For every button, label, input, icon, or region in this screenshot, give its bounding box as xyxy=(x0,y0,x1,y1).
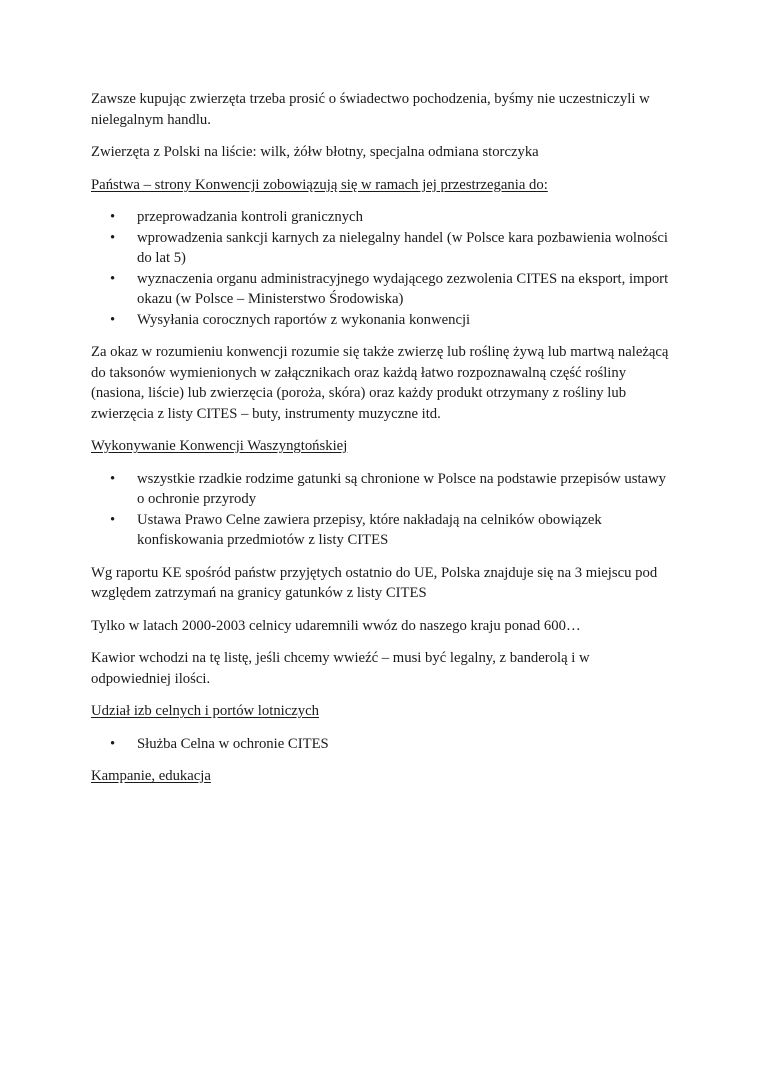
paragraph-certificate: Zawsze kupując zwierzęta trzeba prosić o świadectwo pochodzenia, byśmy nie uczestniczyli w nielegalnym handlu. xyxy=(91,91,650,128)
list-item-text: wszystkie rzadkie rodzime gatunki są chronione w Polsce na podstawie przepisów ustawy o ochronie przyrody xyxy=(137,470,667,507)
list-item xyxy=(91,207,671,228)
paragraph-specimen-definition: Za okaz w rozumieniu konwencji rozumie się także zwierzę lub roślinę żywą lub martwą należącą do taksonów wymienionych w załącznikach oraz każdą łatwo rozpoznawalną część rośliny (nasiona, liście) lub zwierzęcia (poroża, skóra) oraz każdy produkt otrzymany z rośliny lub zwierzęcia z listy CITES – buty, instrumenty muzyczne itd. xyxy=(91,344,669,422)
list-customs xyxy=(91,734,671,755)
bullet-icon: • xyxy=(110,735,116,752)
paragraph-ec-report: Wg raportu KE spośród państw przyjętych ostatnio do UE, Polska znajduje się na 3 miejscu pod względem zatrzymań na granicy gatunków z listy CITES xyxy=(91,564,658,601)
bullet-icon: • xyxy=(110,311,116,328)
list-item xyxy=(91,228,671,269)
heading-convention-obligations: Państwa – strony Konwencji zobowiązują się w ramach jej przestrzegania do: xyxy=(91,176,548,193)
list-item xyxy=(91,269,671,310)
paragraph-caviar: Kawior wchodzi na tę listę, jeśli chcemy wwieźć – musi być legalny, z banderolą i w odpowiedniej ilości. xyxy=(91,650,590,687)
list-obligations xyxy=(91,207,671,330)
list-implementation xyxy=(91,469,671,551)
document-body xyxy=(91,89,671,799)
list-item-text: Wysyłania corocznych raportów z wykonania konwencji xyxy=(137,311,471,328)
paragraph-polish-species: Zwierzęta z Polski na liście: wilk, żółw błotny, specjalna odmiana storczyka xyxy=(91,144,539,160)
list-item-text: Ustawa Prawo Celne zawiera przepisy, które nakładają na celników obowiązek konfiskowania przedmiotów z listy CITES xyxy=(137,511,602,548)
bullet-icon: • xyxy=(110,470,116,487)
paragraph-customs-statistics: Tylko w latach 2000-2003 celnicy udaremnili wwóz do naszego kraju ponad 600… xyxy=(91,617,581,634)
list-item-text: wyznaczenia organu administracyjnego wydającego zezwolenia CITES na eksport, import okazu (w Polsce – Ministerstwo Środowiska) xyxy=(137,270,669,307)
list-item-text: Służba Celna w ochronie CITES xyxy=(137,735,329,752)
list-item xyxy=(91,734,671,755)
list-item-text: wprowadzenia sankcji karnych za nielegalny handel (w Polsce kara pozbawienia wolności do lat 5) xyxy=(137,229,668,266)
list-item xyxy=(91,469,671,510)
bullet-icon: • xyxy=(110,511,116,528)
heading-campaigns: Kampanie, edukacja xyxy=(91,768,211,784)
list-item xyxy=(91,310,671,331)
heading-customs-airports: Udział izb celnych i portów lotniczych xyxy=(91,703,319,719)
bullet-icon: • xyxy=(110,270,116,287)
heading-washington-convention: Wykonywanie Konwencji Waszyngtońskiej xyxy=(91,438,348,454)
list-item-text: przeprowadzania kontroli granicznych xyxy=(137,209,363,225)
bullet-icon: • xyxy=(110,229,116,246)
list-item xyxy=(91,510,671,551)
bullet-icon: • xyxy=(110,209,116,225)
